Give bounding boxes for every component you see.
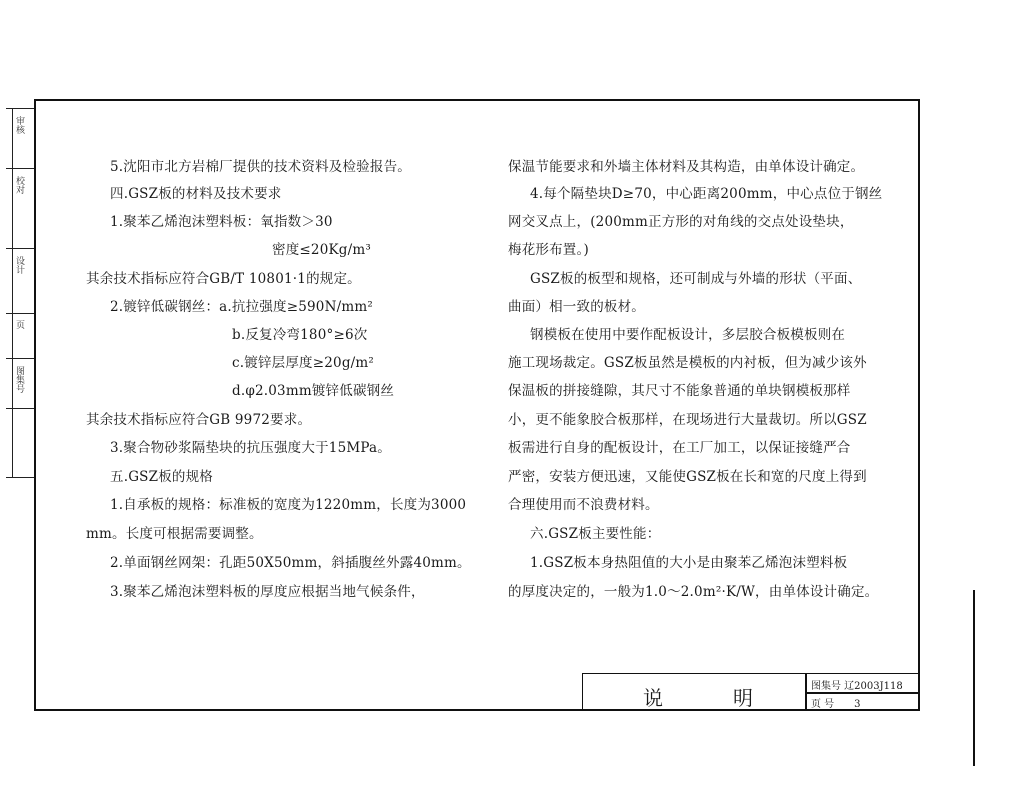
text-line: 2.镀锌低碳钢丝：a.抗拉强度≥590N/mm²: [110, 299, 373, 315]
side-strip: [6, 108, 34, 478]
side-strip-cell: [6, 108, 34, 109]
side-strip-cell: [6, 358, 34, 359]
text-line: 钢模板在使用中要作配板设计，多层胶合板模板则在: [530, 327, 846, 343]
text-line: 5.沈阳市北方岩棉厂提供的技术资料及检验报告。: [110, 159, 411, 175]
text-line: 合理使用而不浪费材料。: [508, 497, 659, 513]
text-line: 3.聚合物砂浆隔垫块的抗压强度大于15MPa。: [110, 440, 392, 456]
text-line: 1.自承板的规格：标准板的宽度为1220mm，长度为3000: [110, 497, 467, 513]
page-number: 页 号 3: [811, 699, 861, 710]
text-line: 2.单面钢丝网架：孔距50X50mm，斜插腹丝外露40mm。: [110, 555, 471, 571]
margin-bar: [973, 590, 975, 766]
side-strip-cell: [6, 477, 34, 478]
text-line: 4.每个隔垫块D≥70，中心距离200mm，中心点位于钢丝: [530, 186, 883, 202]
section-heading: 六.GSZ板主要性能：: [530, 526, 661, 542]
section-heading: 四.GSZ板的材料及技术要求: [110, 186, 282, 202]
text-line: 梅花形布置。): [508, 242, 589, 258]
text-line: 网交叉点上，(200mm正方形的对角线的交点处设垫块，: [508, 214, 854, 230]
title-char: 说: [643, 686, 665, 710]
text-line: c.镀锌层厚度≥20g/m²: [232, 355, 375, 371]
title-block: [582, 673, 919, 710]
text-line: 板需进行自身的配板设计，在工厂加工，以保证接缝严合: [508, 440, 851, 456]
section-heading: 五.GSZ板的规格: [110, 469, 214, 485]
text-line: 小，更不能象胶合板那样，在现场进行大量裁切。所以GSZ: [508, 412, 867, 428]
title-divider: [805, 692, 919, 694]
text-line: 1.GSZ板本身热阻值的大小是由聚苯乙烯泡沫塑料板: [530, 555, 848, 571]
text-line: 保温节能要求和外墙主体材料及其构造，由单体设计确定。: [508, 159, 865, 175]
text-line: 其余技术指标应符合GB/T 10801·1的规定。: [86, 271, 361, 287]
text-line: 1.聚苯乙烯泡沫塑料板：氧指数＞30: [110, 214, 333, 230]
side-strip-label: 设计: [14, 256, 24, 274]
text-line: mm。长度可根据需要调整。: [86, 526, 263, 542]
side-strip-label: 审核: [14, 116, 24, 134]
text-line: 曲面）相一致的板材。: [508, 299, 645, 315]
side-strip-label: 页: [14, 320, 24, 329]
side-strip-cell: [6, 408, 34, 409]
text-line: GSZ板的板型和规格，还可制成与外墙的形状（平面、: [530, 271, 862, 287]
side-strip-label: 校对: [14, 176, 24, 194]
title-char: 明: [733, 686, 755, 710]
text-line: 保温板的拼接缝隙，其尺寸不能象普通的单块钢模板那样: [508, 383, 851, 399]
text-line: 严密，安装方便迅速，又能使GSZ板在长和宽的尺度上得到: [508, 469, 867, 485]
text-line: 其余技术指标应符合GB 9972要求。: [86, 412, 312, 428]
atlas-number: 图集号 辽2003J118: [811, 681, 903, 692]
text-line: 的厚度决定的，一般为1.0～2.0m²·K/W，由单体设计确定。: [508, 584, 879, 600]
side-strip-label: 图集号: [14, 366, 24, 393]
side-strip-cell: [6, 168, 34, 169]
text-line: b.反复冷弯180°≥6次: [232, 327, 368, 343]
text-line: 3.聚苯乙烯泡沫塑料板的厚度应根据当地气候条件，: [110, 584, 425, 600]
text-line: 施工现场裁定。GSZ板虽然是模板的内衬板，但为减少该外: [508, 355, 867, 371]
side-strip-cell: [6, 248, 34, 249]
side-strip-line: [12, 108, 13, 478]
text-line: 密度≤20Kg/m³: [272, 242, 371, 258]
side-strip-cell: [6, 313, 34, 314]
text-line: d.φ2.03mm镀锌低碳钢丝: [232, 383, 395, 399]
